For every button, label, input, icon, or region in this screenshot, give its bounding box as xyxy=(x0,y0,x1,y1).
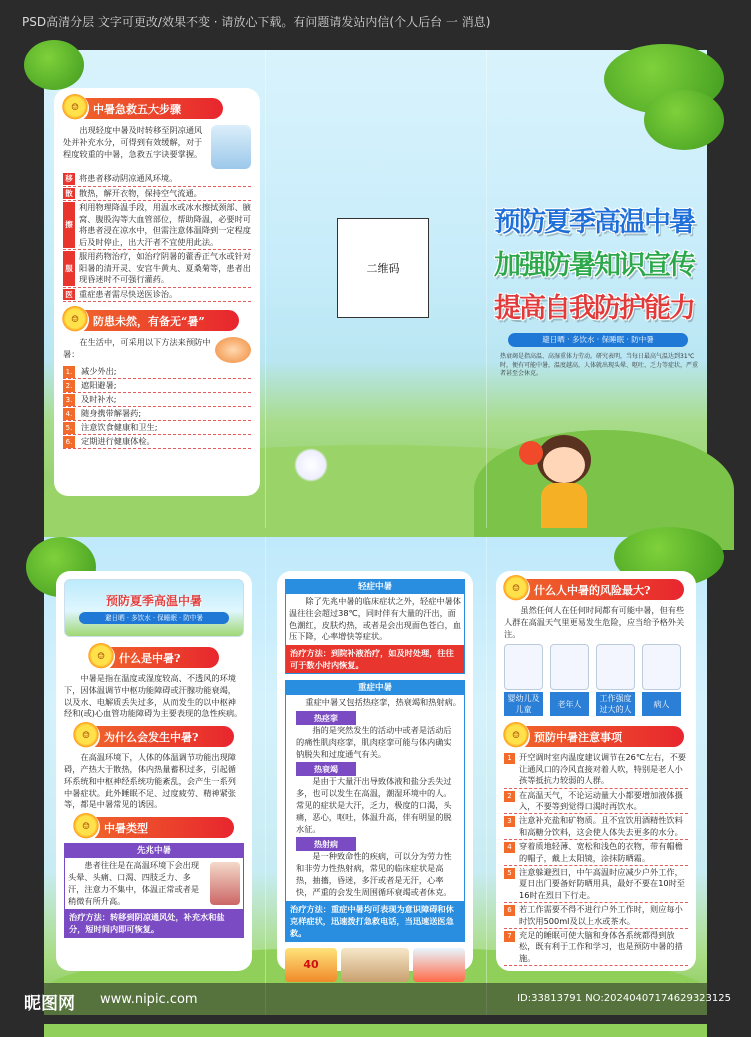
tip-number: 5. xyxy=(63,422,75,434)
tip-item xyxy=(63,379,251,393)
mild-type-card xyxy=(64,843,244,938)
note-text: 若工作需要不得不进行户外工作时，则应每小时饮用500ml及以上水或茶水。 xyxy=(519,904,683,926)
tree-canopy xyxy=(644,90,724,150)
treatment-text: 治疗方法：到院补液治疗，如及时处理，往往可于数小时内恢复。 xyxy=(286,645,464,673)
type-title: 轻症中暑 xyxy=(286,580,464,594)
section-header xyxy=(504,726,684,747)
section-title: 为什么会发生中暑? xyxy=(104,730,199,744)
cover-ribbon: 避日晒 · 多饮水 · 保睡眠 · 防中暑 xyxy=(508,333,688,347)
section-header xyxy=(504,579,684,600)
heatstroke-types-panel xyxy=(277,571,473,971)
step-tag: 移 xyxy=(63,173,75,185)
group-label: 病人 xyxy=(642,692,681,716)
watermark-logo: 昵图网 xyxy=(24,994,75,1014)
banner-subtitle: 避日晒 · 多饮水 · 保睡眠 · 防中暑 xyxy=(79,612,229,624)
steps-list xyxy=(63,172,251,302)
note-number: 7 xyxy=(504,931,515,942)
tip-text: 随身携带解暑药; xyxy=(81,408,142,418)
subtype-text: 是一种致命性的疾病，可以分为劳力性和非劳力性热射病，常见的临床症状是高热，抽搐，昏迷，多汗或者是无汗，心率快，严重的会发生周围循环衰竭或者休克。 xyxy=(296,851,452,897)
section-header xyxy=(74,817,234,838)
note-text: 开空调时室内温度建议调节在26℃左右，不要让通风口的冷风直接对着人吹，特别是老人小孩等抵抗力较弱的人群。 xyxy=(519,752,686,786)
tip-item xyxy=(63,407,251,421)
step-text: 将患者移动阴凉通风环境。 xyxy=(79,173,178,183)
doctors-illustration xyxy=(211,125,251,169)
step-text: 利用物理降温手段，用温水或冰水擦拭颈部、腋窝、腹股沟等大血管部位，帮助降温，必要时可将患者浸在凉水中，但需注意体温降到一定程度后及时停止，出大汗者不宜使用此法。 xyxy=(79,202,251,247)
cover-title-block xyxy=(494,200,704,379)
note-item xyxy=(504,840,688,866)
thermometer-illustration xyxy=(285,948,337,982)
dandelion-illustration xyxy=(294,448,328,482)
cover-title-line2: 加强防暑知识宣传 xyxy=(494,250,694,281)
sun-icon: ☺ xyxy=(502,722,530,750)
note-item xyxy=(504,903,688,929)
brochure-outer-sheet xyxy=(44,50,707,528)
note-item xyxy=(504,751,688,788)
type-title: 重症中暑 xyxy=(286,681,464,695)
tip-number: 3. xyxy=(63,394,75,406)
note-item xyxy=(504,789,688,815)
fold-line xyxy=(265,50,266,528)
cover-title-line3: 提高自我防护能力 xyxy=(494,293,694,324)
subtype-text: 是由于大量汗出导致体液和盐分丢失过多，也可以发生在高温，潮湿环境中的人。常见的症状是大汗，乏力，极度的口渴，头痛，恶心，呕吐，体温升高，伴有明显的脱水征。 xyxy=(296,776,452,834)
note-number: 5 xyxy=(504,868,515,879)
note-number: 4 xyxy=(504,842,515,853)
treatment-text: 治疗方法：重症中暑均可表现为意识障碍和休克样症状，迅速拨打急救电话，当迅速送医急救。 xyxy=(286,901,464,941)
sun-icon: ☺ xyxy=(61,94,89,122)
step-item xyxy=(63,201,251,250)
brochure-inner-sheet xyxy=(24,537,731,1015)
banner-card xyxy=(64,579,244,637)
step-text: 服用药物治疗，如治疗阴暑的藿香正气水或针对阳暑的清开灵、安宫牛黄丸、夏桑菊等，患者出现昏迷时不可强行灌药。 xyxy=(79,251,251,284)
type-title: 先兆中暑 xyxy=(65,844,243,858)
section-header xyxy=(89,647,219,668)
tip-item xyxy=(63,421,251,435)
note-number: 2 xyxy=(504,791,515,802)
severe-type-card xyxy=(285,680,465,941)
subtype-title: 热射病 xyxy=(296,837,356,851)
note-item xyxy=(504,866,688,903)
type-text: 除了先兆中暑的临床症状之外，轻症中暑体温往往会超过38℃，同时伴有大量的汗出，面色潮红，皮肤灼热，或者是会出现面色苍白，血压下降，心率增快等症状。 xyxy=(289,596,461,642)
section-header xyxy=(63,310,239,331)
note-item xyxy=(504,929,688,966)
section-title: 预防中暑注意事项 xyxy=(534,730,622,744)
note-item xyxy=(504,814,688,840)
type-text: 重症中暑又包括热痉挛，热衰竭和热射病。 xyxy=(305,697,461,708)
qr-code-placeholder xyxy=(337,218,429,318)
fold-line xyxy=(486,50,487,528)
note-number: 3 xyxy=(504,816,515,827)
worker-illustration xyxy=(413,948,465,982)
cover-description: 热衰竭是指高温、高湿重体力劳动。研究表明，当每日最高气温达到31℃时，便有可能中暑，温度越高，人体就出现头晕、呕吐、乏力等症状，严重者甚至会休克。 xyxy=(500,353,699,378)
sun-icon: ☺ xyxy=(87,643,115,671)
tip-number: 4. xyxy=(63,408,75,420)
tip-number: 1. xyxy=(63,366,75,378)
step-text: 重症患者需尽快送医诊治。 xyxy=(79,288,178,299)
infant-icon xyxy=(504,644,543,690)
risk-groups xyxy=(504,644,688,720)
type-text: 患者往往是在高温环境下会出现头晕、头痛、口渴、四肢乏力、多汗，注意力不集中，体温正常或者是稍微有所升高。 xyxy=(68,860,200,906)
tip-text: 定期进行健康体检。 xyxy=(81,436,155,446)
risk-intro: 虽然任何人在任何时间都有可能中暑，但有些人群在高温天气里更易发生危险，应当给予格外关注。 xyxy=(504,605,685,639)
step-item xyxy=(63,250,251,288)
top-banner: PSD高清分层 文字可更改/效果不变 · 请放心下载。有问题请发站内信(个人后台 一 消息) xyxy=(0,0,751,50)
tip-item xyxy=(63,435,251,449)
elderly-icon xyxy=(550,644,589,690)
section-header xyxy=(74,726,234,747)
banner-title: 预防夏季高温中暑 xyxy=(105,594,202,608)
note-number: 1 xyxy=(504,753,515,764)
tip-number: 2. xyxy=(63,380,75,392)
note-text: 注意躲避烈日，中午高温时应减少户外工作，夏日出门要备好防晒用具，最好不要在10时至16时在烈日下行走。 xyxy=(519,867,685,900)
tip-item xyxy=(63,365,251,379)
section-title: 什么是中暑? xyxy=(119,651,181,665)
group-label: 老年人 xyxy=(550,692,589,716)
sun-icon: ☺ xyxy=(502,575,530,603)
section-header xyxy=(63,98,223,119)
illustration-strip xyxy=(285,948,465,982)
treatment-text: 治疗方法：转移到阴凉通风处，补充水和盐分，短时间内即可恢复。 xyxy=(65,909,243,937)
risk-and-prevention-panel xyxy=(496,571,696,971)
tip-number: 6. xyxy=(63,436,75,448)
patient-icon xyxy=(642,644,681,690)
cause-text: 在高温环境下，人体的体温调节功能出现障碍，产热大于散热，体内热量蓄积过多，引起循环系统和中枢神经系统功能紊乱，会产生一系列中暑症状。此外睡眠不足、过度疲劳、精神紧张等，都是中暑常见的诱因。 xyxy=(64,752,236,810)
note-text: 注意补充盐和矿物质。且不宜饮用酒精性饮料和高糖分饮料，这会使人体失去更多的水分。 xyxy=(519,815,683,837)
group-label: 婴幼儿及儿童 xyxy=(504,692,543,716)
prevention-intro: 在生活中，可采用以下方法来预防中暑： xyxy=(63,337,211,359)
tips-list xyxy=(63,365,251,449)
tip-item xyxy=(63,393,251,407)
sun-icon: ☺ xyxy=(72,813,100,841)
step-tag: 散 xyxy=(63,188,75,200)
what-is-heatstroke-panel xyxy=(56,571,252,971)
leaf-decoration xyxy=(24,40,84,90)
tip-text: 注意饮食健康和卫生; xyxy=(81,422,158,432)
step-item xyxy=(63,187,251,202)
section-title: 中暑类型 xyxy=(104,821,148,835)
sun-icon: ☺ xyxy=(61,306,89,334)
first-aid-panel xyxy=(54,88,260,496)
step-tag: 服 xyxy=(63,251,75,286)
bottom-strip xyxy=(0,1015,751,1024)
girl-illustration xyxy=(519,435,609,528)
section-title: 什么人中暑的风险最大? xyxy=(534,583,651,597)
watermark-site: www.nipic.com xyxy=(100,992,198,1007)
note-number: 6 xyxy=(504,905,515,916)
step-text: 散热，解开衣物，保持空气流通。 xyxy=(79,187,202,198)
watermark-bar xyxy=(24,983,731,1015)
subtype-title: 热痉挛 xyxy=(296,711,356,725)
note-text: 充足的睡眠可使大脑和身体各系统都得到放松，既有利于工作和学习，也是预防中暑的措施。 xyxy=(519,930,683,963)
step-item xyxy=(63,172,251,187)
fold-line xyxy=(265,537,266,1015)
subtype-text: 指的是突然发生的活动中或者是活动后的痛性肌肉痉挛，肌肉痉挛可能与体内确实钠脱失和过度通气有关。 xyxy=(296,724,452,759)
tip-text: 遮阳避暑; xyxy=(81,380,117,390)
child-illustration xyxy=(215,337,251,363)
light-type-card xyxy=(285,579,465,674)
subtype-title: 热衰竭 xyxy=(296,762,356,776)
step-item xyxy=(63,288,251,303)
notes-list xyxy=(504,751,688,966)
fold-line xyxy=(486,537,487,1015)
step-tag: 擦 xyxy=(63,202,75,248)
section-title: 防患未然，有备无“暑” xyxy=(93,314,205,328)
qr-label: 二维码 xyxy=(366,262,400,275)
section-title: 中暑急救五大步骤 xyxy=(93,102,181,116)
watermark-id: ID:33813791 NO:20240407174629323125 xyxy=(517,993,731,1004)
step-tag: 医 xyxy=(63,289,75,301)
rescue-illustration xyxy=(341,948,409,982)
note-text: 穿着质地轻薄、宽松和浅色的衣物，带有帽檐的帽子，戴上太阳镜，涂抹防晒霜。 xyxy=(519,841,683,863)
first-aid-intro: 出现轻度中暑及时转移至阴凉通风处并补充水分，可得到有效缓解，对于程度较重的中暑，急救五字诀要掌握。 xyxy=(63,125,203,159)
group-label: 工作强度过大的人 xyxy=(596,692,635,716)
tip-text: 及时补水; xyxy=(81,394,117,404)
man-illustration xyxy=(210,862,240,905)
worker-icon xyxy=(596,644,635,690)
cover-title-line1: 预防夏季高温中暑 xyxy=(494,207,694,238)
tip-text: 减少外出; xyxy=(81,366,117,376)
note-text: 在高温天气，不论运动量大小都要增加液体摄入，不要等到觉得口渴时再饮水。 xyxy=(519,789,683,812)
definition-text: 中暑是指在温度或湿度较高、不透风的环境下，因体温调节中枢功能障碍或汗腺功能衰竭，以及水、电解质丢失过多，从而发生的以中枢神经和(或)心血管功能障碍为主要表现的急性疾病。 xyxy=(64,673,243,719)
sun-icon: ☺ xyxy=(72,722,100,750)
thermometer-value: 40 xyxy=(303,958,319,972)
